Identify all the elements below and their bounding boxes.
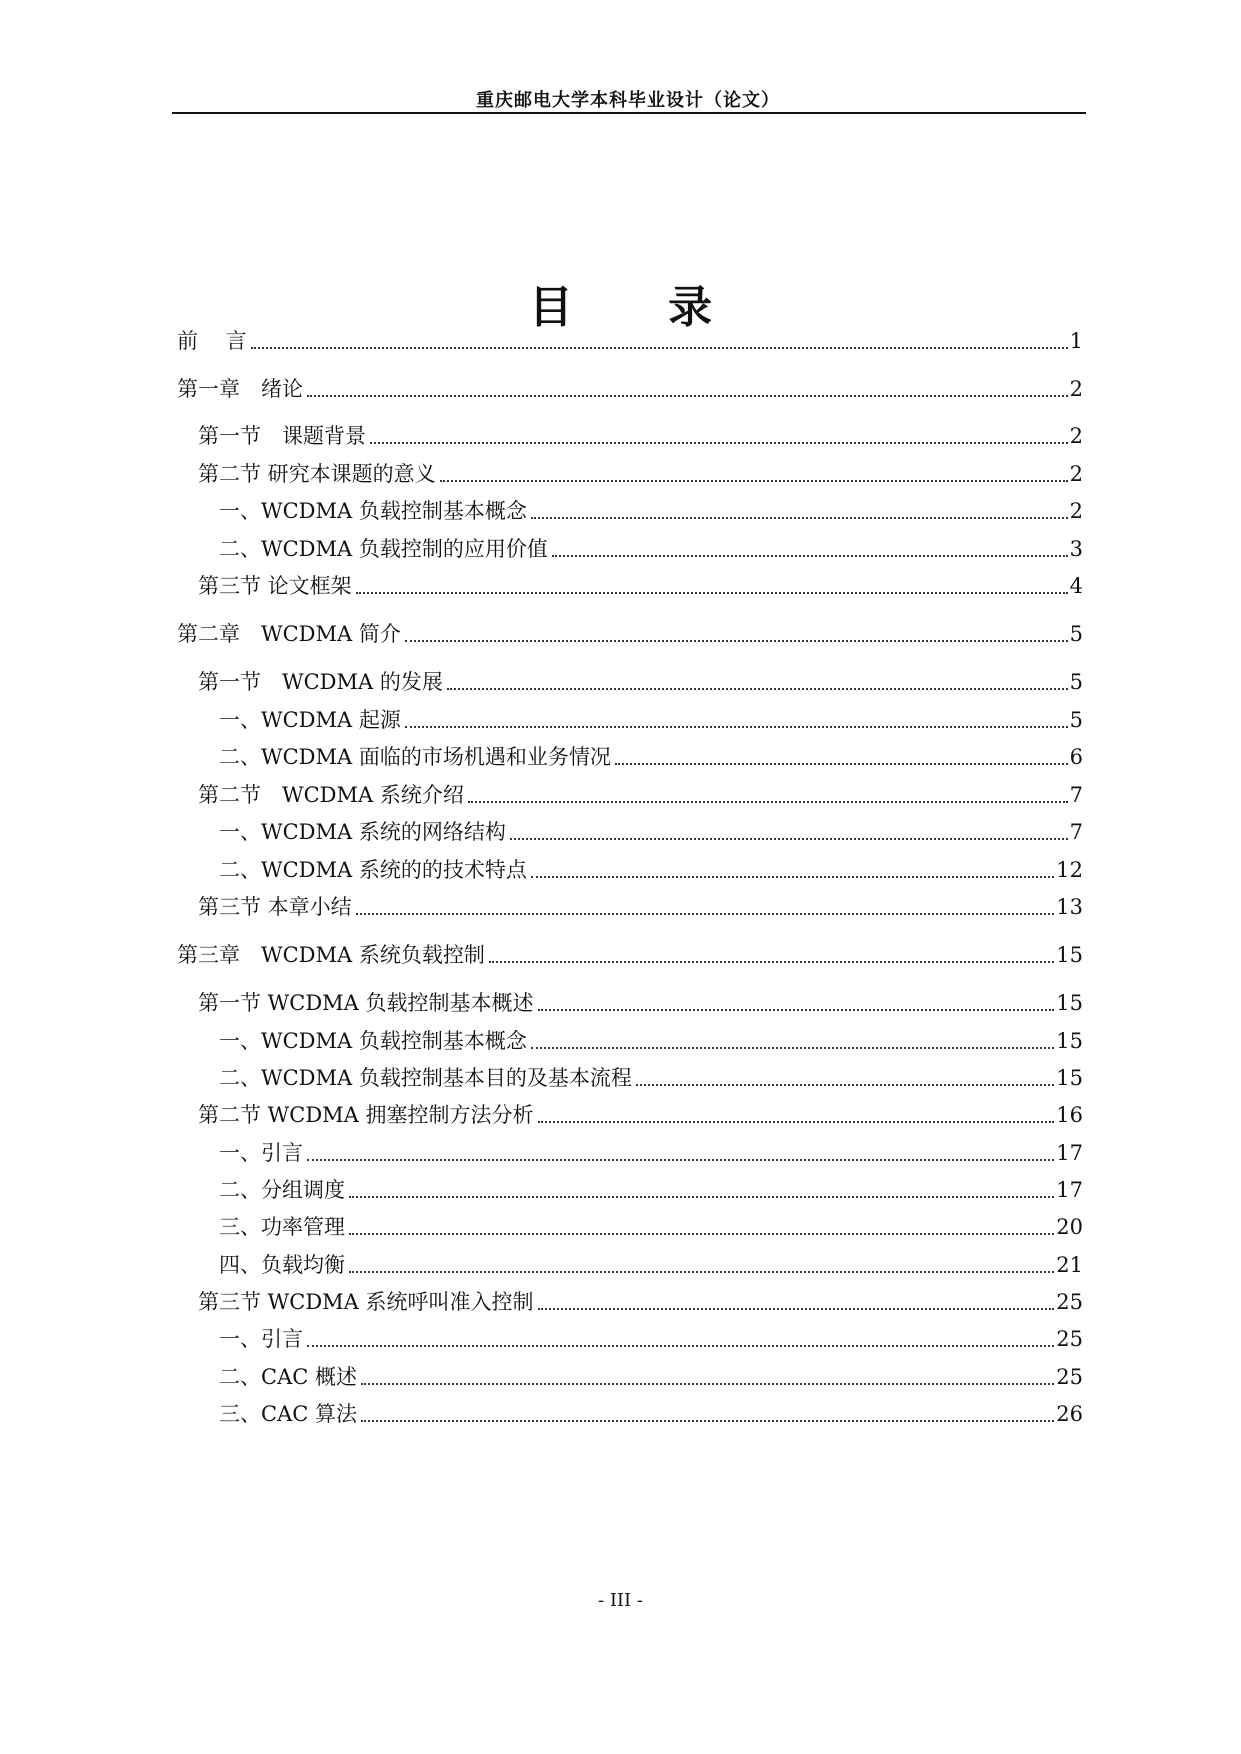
toc-entry-label: 第一节 WCDMA 的发展	[198, 670, 443, 694]
toc-entry[interactable]	[219, 1175, 1083, 1205]
toc-entry[interactable]	[219, 1250, 1083, 1280]
toc-dot-leader	[370, 442, 1068, 444]
toc-entry-label: 二、WCDMA 系统的的技术特点	[219, 858, 527, 882]
toc-dot-leader	[349, 1196, 1054, 1198]
toc-entry-page-number: 15	[1056, 991, 1083, 1015]
toc-dot-leader	[531, 517, 1068, 519]
toc-dot-leader	[361, 1420, 1054, 1422]
toc-entry-label: 三、功率管理	[219, 1215, 345, 1239]
toc-entry[interactable]	[219, 534, 1083, 564]
toc-entry-page-number: 5	[1069, 708, 1083, 732]
toc-dot-leader	[538, 1009, 1055, 1011]
toc-entry-label: 前 言	[177, 329, 247, 353]
toc-entry[interactable]	[198, 1100, 1083, 1130]
toc-entry-label: 一、WCDMA 负载控制基本概念	[219, 1029, 527, 1053]
toc-entry-page-number: 4	[1069, 574, 1083, 598]
toc-dot-leader	[307, 1345, 1054, 1347]
toc-entry-label: 二、CAC 概述	[219, 1365, 357, 1389]
toc-dot-leader	[636, 1084, 1054, 1086]
toc-dot-leader	[440, 480, 1068, 482]
toc-entry[interactable]	[219, 1212, 1083, 1242]
toc-entry[interactable]	[198, 667, 1083, 697]
toc-entry[interactable]	[198, 892, 1083, 922]
toc-entry-page-number: 5	[1069, 622, 1083, 646]
toc-entry-label: 二、分组调度	[219, 1178, 345, 1202]
toc-entry-page-number: 2	[1069, 377, 1083, 401]
toc-dot-leader	[356, 592, 1068, 594]
toc-entry-page-number: 16	[1056, 1103, 1083, 1127]
toc-entry-label: 第一节 课题背景	[198, 424, 366, 448]
toc-dot-leader	[510, 838, 1068, 840]
toc-entry-label: 三、CAC 算法	[219, 1402, 357, 1426]
toc-entry-label: 二、WCDMA 面临的市场机遇和业务情况	[219, 745, 611, 769]
toc-entry-label: 四、负载均衡	[219, 1253, 345, 1277]
toc-entry-label: 二、WCDMA 负载控制基本目的及基本流程	[219, 1066, 632, 1090]
toc-dot-leader	[307, 1159, 1054, 1161]
toc-entry-page-number: 13	[1056, 895, 1083, 919]
toc-entry[interactable]	[219, 705, 1083, 735]
toc-dot-leader	[538, 1308, 1055, 1310]
toc-entry-label: 第三节 论文框架	[198, 574, 352, 598]
toc-dot-leader	[531, 876, 1054, 878]
toc-entry-page-number: 25	[1056, 1365, 1083, 1389]
toc-entry[interactable]	[198, 1287, 1083, 1317]
toc-entry-page-number: 2	[1069, 424, 1083, 448]
toc-entry[interactable]	[177, 619, 1083, 649]
toc-dot-leader	[538, 1121, 1055, 1123]
toc-dot-leader	[468, 801, 1068, 803]
toc-entry-label: 一、引言	[219, 1327, 303, 1351]
toc-entry[interactable]	[219, 817, 1083, 847]
toc-dot-leader	[447, 688, 1068, 690]
toc-dot-leader	[251, 347, 1068, 349]
toc-entry-label: 第二章 WCDMA 简介	[177, 622, 401, 646]
toc-entry-page-number: 6	[1069, 745, 1083, 769]
toc-entry[interactable]	[219, 1063, 1083, 1093]
toc-title: 目 录	[528, 282, 753, 333]
toc-entry-page-number: 12	[1056, 858, 1083, 882]
toc-entry-label: 第二节 WCDMA 系统介绍	[198, 783, 464, 807]
toc-dot-leader	[307, 395, 1068, 397]
toc-entry[interactable]	[219, 1324, 1083, 1354]
toc-entry-page-number: 17	[1056, 1178, 1083, 1202]
toc-entry[interactable]	[198, 421, 1083, 451]
toc-entry-label: 一、引言	[219, 1141, 303, 1165]
toc-entry-page-number: 20	[1056, 1215, 1083, 1239]
toc-entry[interactable]	[198, 988, 1083, 1018]
toc-dot-leader	[405, 640, 1068, 642]
toc-entry-label: 第二节 研究本课题的意义	[198, 462, 436, 486]
toc-entry-label: 一、WCDMA 负载控制基本概念	[219, 499, 527, 523]
toc-dot-leader	[489, 961, 1054, 963]
toc-dot-leader	[361, 1383, 1054, 1385]
toc-entry[interactable]	[219, 1138, 1083, 1168]
toc-dot-leader	[552, 555, 1068, 557]
toc-entry-page-number: 25	[1056, 1327, 1083, 1351]
toc-entry-page-number: 25	[1056, 1290, 1083, 1314]
toc-entry[interactable]	[198, 459, 1083, 489]
toc-entry[interactable]	[219, 1026, 1083, 1056]
toc-entry[interactable]	[219, 1399, 1083, 1429]
page-header-title: 重庆邮电大学本科毕业设计（论文）	[476, 90, 780, 111]
toc-dot-leader	[615, 763, 1068, 765]
toc-entry[interactable]	[177, 374, 1083, 404]
toc-entry-page-number: 2	[1069, 462, 1083, 486]
toc-entry[interactable]	[219, 855, 1083, 885]
toc-entry[interactable]	[177, 940, 1083, 970]
toc-entry-page-number: 5	[1069, 670, 1083, 694]
toc-dot-leader	[349, 1271, 1054, 1273]
toc-entry-label: 第三节 WCDMA 系统呼叫准入控制	[198, 1290, 534, 1314]
toc-dot-leader	[405, 726, 1068, 728]
toc-entry-label: 第三章 WCDMA 系统负载控制	[177, 943, 485, 967]
toc-entry-label: 第一章 绪论	[177, 377, 303, 401]
page-number: - III -	[598, 1590, 643, 1611]
toc-dot-leader	[531, 1047, 1054, 1049]
toc-entry-page-number: 7	[1069, 820, 1083, 844]
toc-entry-label: 一、WCDMA 起源	[219, 708, 401, 732]
toc-entry-page-number: 3	[1069, 537, 1083, 561]
toc-entry[interactable]	[219, 742, 1083, 772]
toc-dot-leader	[356, 913, 1055, 915]
toc-entry-label: 第一节 WCDMA 负载控制基本概述	[198, 991, 534, 1015]
toc-entry-page-number: 21	[1056, 1253, 1083, 1277]
toc-entry-page-number: 15	[1056, 943, 1083, 967]
toc-entry-page-number: 1	[1069, 329, 1083, 353]
toc-dot-leader	[349, 1233, 1054, 1235]
toc-entry[interactable]	[198, 780, 1083, 810]
toc-entry[interactable]	[219, 496, 1083, 526]
toc-entry-page-number: 15	[1056, 1029, 1083, 1053]
toc-entry-label: 第三节 本章小结	[198, 895, 352, 919]
toc-entry[interactable]	[177, 326, 1083, 356]
toc-entry[interactable]	[198, 571, 1083, 601]
toc-entry-page-number: 2	[1069, 499, 1083, 523]
toc-entry-label: 第二节 WCDMA 拥塞控制方法分析	[198, 1103, 534, 1127]
toc-entry-page-number: 26	[1056, 1402, 1083, 1426]
toc-entry-page-number: 15	[1056, 1066, 1083, 1090]
toc-entry-page-number: 7	[1069, 783, 1083, 807]
toc-entry-label: 一、WCDMA 系统的网络结构	[219, 820, 506, 844]
toc-entry-page-number: 17	[1056, 1141, 1083, 1165]
toc-entry-label: 二、WCDMA 负载控制的应用价值	[219, 537, 548, 561]
toc-entry[interactable]	[219, 1362, 1083, 1392]
